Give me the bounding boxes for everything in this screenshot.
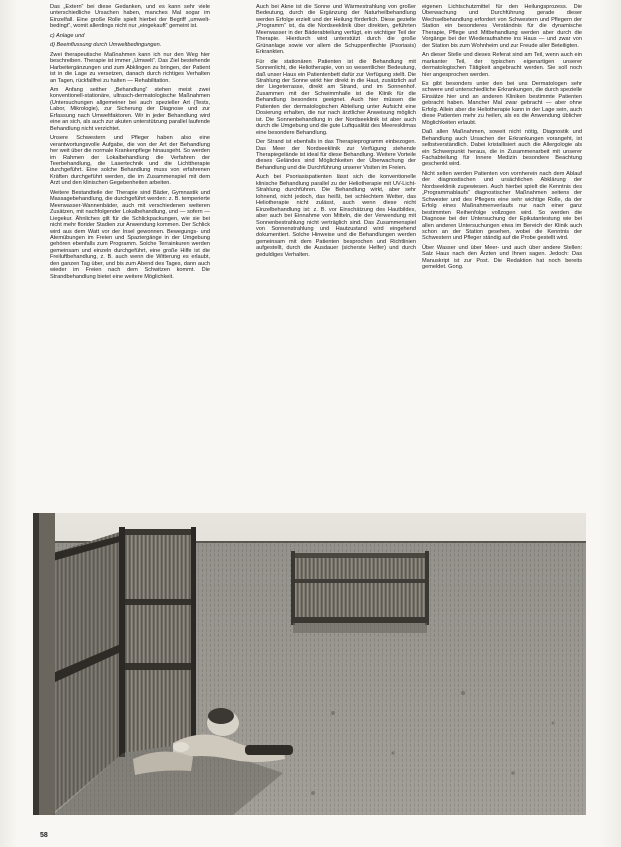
paragraph: Daß allen Maßnahmen, soweit nicht nötig, Diagnostik und Behandlung auch Ursachen der Erkrankungen vorangeht, ist selbstverständlich. Dabei kristallisiert auch die Allergologie als ein Schwerpunkt heraus, die in Zusammenarbeit mit unserer Fachabteilung für Innere Medizin besondere Beachtung geschenkt wird. <box>422 129 582 168</box>
paragraph: Der Strand ist ebenfalls in das Therapieprogramm einbezogen. Das Meer der Nordseeklinik zur Verfügung stehende Therapiegelände ist ideal für diese Behandlung. Weitere Vorteile dieses Geländes sind Möglichkeiten der Überwachung der Behandlung und die Durchführung unserer Visiten im Freien. <box>256 139 416 171</box>
paragraph: Das „Extern“ bei diese Gedanken, und es kann sehr viele unterschiedliche Ursachen haben, manches Mal sogar im Einzelfall. Eine große Rolle spielt hierbei der Begriff „umwelt-bedingt“, womit allerdings nicht nur „eingekauft“ gemeint ist. <box>50 4 210 30</box>
paragraph: Am Anfang seither „Behandlung“ stehen meist zwei konventionell-stationäre, ultrasch-dermatologische Maßnahmen (Untersuchungen allgemeiner bei auch spezieller Art (Tests, Labor, Mikrologie), zur Sicherung der Diagnose und zur Erfassung nach Umweltfaktoren. Wir in jeder Behandlung wird eine an sich, als auch zur akuten unterstützung parallel laufende Behandlung nicht verzichtet. <box>50 86 210 132</box>
page-number: 58 <box>40 832 48 839</box>
text-column-right <box>422 4 582 460</box>
paragraph: eigenen Lichtschutzmittel für den Heilungsprozess. Die Überwachung und Durchführung gerade dieser Wechselbehandlung erfordert von Schwestern und Pflegern der Station ein besonderes Verständnis für die dynamische Therapie, Pflege und Mitbehandlung werden aber durch die Vorgänge bei der Wiederaufnahme ins Haus — und zwar von der Station bis zum Wohnheim und zur Freude aller Beteiligten. <box>422 4 582 49</box>
photo-illustration <box>33 513 586 815</box>
paragraph: Es gibt besonders unter den bei uns Dermatologen sehr schwere und unterschiedliche Erkrankungen, die durch spezielle Einsätze hier und an anderen Kliniken bestimmte Patienten gebracht haben. Mancher Mal zwar gebracht — aber ohne Erfolg. Allein aber die Heliotherapie kann in der Lage sein, auch diese Patienten mehr zu heilen, als es die Anwendung üblicher Möglichkeiten erlaubt. <box>422 80 582 126</box>
paragraph: Auch bei Akne ist die Sonne und Wärmestrahlung von großer Bedeutung, durch die Ergänzung der Naturheilbehandlung werden Erfolge erzielt und der Heilung förderlich. Diese gezielte „Programm“ ist, da die Nordseeklinik über direkten, geführten Meerwasser in der Bäderabteilung verfügt, ein wichtiger Teil der Therapie. Hierdurch wird unterstützt durch die große Grünanlage sowie vor allem die Schuppenflechte (Psoriasis) Erkrankten. <box>256 4 416 56</box>
list-item: d) Beeinflussung durch Umweltbedingungen. <box>50 42 162 49</box>
paragraph: Auch bei Psoriasispatienten lässt sich die konventionelle klinische Behandlung parallel zu der Heliotherapie mit UV-Licht-Strahlung durchführen. Die Behandlung wirkt, aber sehr lohnend, nicht jedoch, das heißt, bei schlechtem Wetter, das Heliotherapie nicht zulässt, auch wenn diese nicht Einzelbehandlung ist: z. B. vor Einschätzung des Hautbildes, aber auch bei Einnahme von Mitteln, die der Verwendung mit Sonnenbestrahlung nicht verträglich sind. Das Zusammenspiel von Sonnenstrahlung und Hautzustand wird eingehend dokumentiert. Solche Hinweise und die Behandlungen werden gemeinsam mit dem Patienten besprochen und Richtlinien aufgestellt, durch die Ausdauer (sicherste Helfer) und durch geduldiges Verhalten. <box>256 174 416 258</box>
text-column-middle <box>256 4 416 516</box>
paragraph: Nicht selten werden Patienten von vornherein nach dem Ablauf der diagnostischen und ursächlichen Abklärung der Nordseeklinik zugewiesen. Auch hierbei spielt die Kenntnis des „Programmablaufs“ diagnostischer Maßnahmen seitens der Schwester und des Pflegers eine sehr wichtige Rolle, da der Erfolg eines Maßnahmenverlaufs nur nach einer ganz bestimmten Reihenfolge vollzogen wird. So werden die Diagnose bei der Untersuchung der Epikutantestung wie bei allen anderen Untersuchungen etwa im Bereich der Klinik auch schon an der Station gesehen, wobei die Kenntnis der Schwestern und Pfleger ständig auf die Probe gestellt wird. <box>422 170 582 242</box>
paragraph: An dieser Stelle und dieses Referat sind am Teil, wenn auch ein markanter Teil, der typischen eigenartigen unserer dermatologischen Tätigkeit angebracht werden. Sie soll noch hier angesprochen werden. <box>422 52 582 78</box>
paragraph: Unsere Schwestern und Pfleger haben also eine verantwortungsvolle Aufgabe, die von der Art der Behandlung her weit über die normale Krankenpflege hinausgeht. So werden im Rahmen der Lokalbehandlung die Verfahren der Teerbehandlung, die Lasertechnik und die Lichttherapie durchgeführt. Eine solche Behandlung muss von erfahrenen Kräften durchgeführt werden, die im Zusammenspiel mit dem Arzt und den klinischen Gegebenheiten arbeiten. <box>50 135 210 187</box>
text-column-left <box>50 4 210 516</box>
list-item: c) Anlage und <box>50 32 85 39</box>
far-reed-wall <box>291 551 429 633</box>
paragraph: Über Wasser und über Meer- und auch über andere Stellen: Salz Haus nach den Ärzten und Ihnen sagen. Jedoch: Das Manuskript ist zur Post. Die Redaktion hat noch bereits gemeldet. Gong. <box>422 244 582 271</box>
photo-sunbathing-enclosure <box>33 513 586 815</box>
paragraph: Weitere Bestandteile der Therapie sind Bäder, Gymnastik und Massagebehandlung, die durchgeführt werden: z. B. temperierte Meerwasser-Wannenbäder, auch mit verschiedenen weiteren Zusätzen, mit nachfolgender Lokalbehandlung, und — sofern — Liegekur. Ähnliches gilt für die Schlickpackungen, wie sie bei nicht mehr florider Stadien zur Anwendung kommen. Der Schlick wird aus dem Watt vor der Insel gewonnen. Bewegungs- und Atemübungen im Freien und Spaziergänge in der Umgebung gehören ebenfalls zum Programm. Solche Terrainkuren werden gemeinsam und einzeln durchgeführt, eine große Hilfe ist die Freiluftbehandlung, z. B. auch wenn die Witterung es erlaubt, den ganzen Tag über, und bis zum Abend des Tages, dann auch wieder im Freien nach dem Schwitzen kommt. Die Strandbehandlung bietet eine weitere Möglichkeit. <box>50 189 210 280</box>
paragraph: Zwei therapeutische Maßnahmen kann ich nur den Weg hier beschreiben. Therapie ist immer „Umwelt“. Das Ziel bestehende Harbeitergänzungen und zum Abklingen zu bringen, der Patient ist in die Lage zu versetzen, danach durch richtiges Verhalten an Tagen, rückfallfrei zu halten — Rehabilitation. <box>50 51 210 84</box>
paragraph: Für die stationären Patienten ist die Behandlung mit Sonnenlicht, die Heliotherapie, von so wesentlicher Bedeutung, daß unser Haus ein Patientenbett dafür zur Verfügung stellt. Die Strahlung der Sonne wirkt hier direkt in die Haut, zusätzlich auf der Liegeterrasse, direkt am Strand, und im Sonnenhof. Zusammen mit der Schwimmhalle ist die Klinik für die Behandlung besonders geeignet. Auch hier müssen die Patienten der dermatologischen Abteilung unter Aufsicht eine Dosierung erhalten, die nur nach ärztlicher Anweisung möglich ist. Die Sonnenbehandlung in der Nordseeklinik ist aber auch durch die Umgebung und die gute Luftqualität des Meeresklimas eine besondere Behandlung. <box>256 58 416 136</box>
